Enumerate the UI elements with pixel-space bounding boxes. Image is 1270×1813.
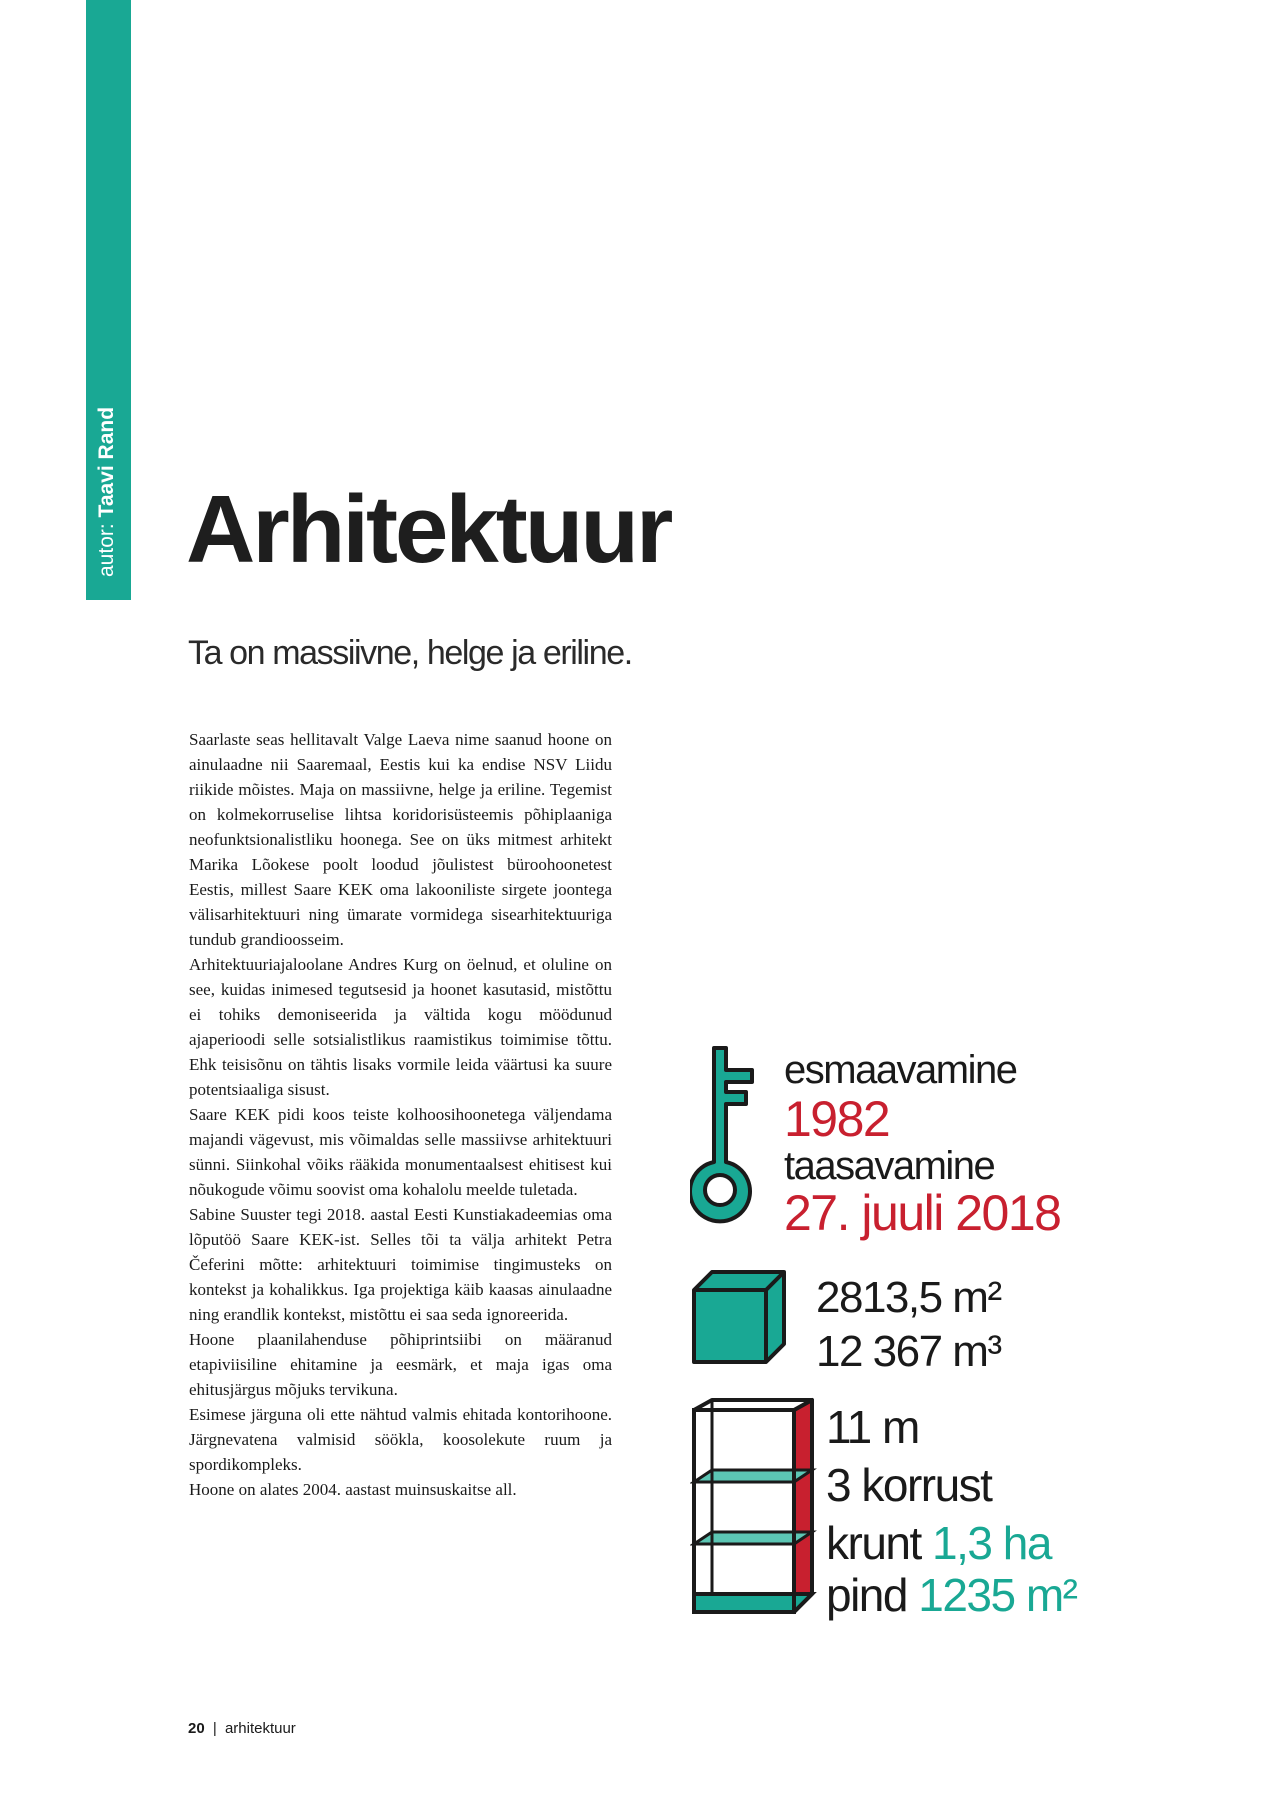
floor-count: 3 korrust [826, 1459, 992, 1511]
paragraph: Hoone on alates 2004. aastast muinsuskaitse all. [189, 1480, 517, 1499]
plot-value: 1,3 ha [932, 1517, 1051, 1569]
author-name: Taavi Rand [95, 406, 118, 518]
author-credit [96, 407, 117, 577]
paragraph: Saarlaste seas hellitavalt Valge Laeva nime saanud hoone on ainulaadne nii Saaremaal, Eestis kui ka endise NSV Liidu riikide mõistes. Maja on massiivne, helge ja eriline. Tegemist on kolmekorruselise lihtsa koridorisüsteemis põhiplaaniga neofunktsionalistliku hoonega. See on üks mitmest arhitekt Marika Lõokese poolt loodud jõulistest büroohoonetest Eestis, millest Saare KEK oma lakooniliste sirgete joontega välisarhitektuuri ning ümarate vormidega sisearhitektuuriga tundub grandioosseim. [189, 730, 612, 949]
building-floors-icon [690, 1396, 818, 1618]
footer-separator: | [212, 1720, 217, 1737]
article-body [189, 727, 612, 1502]
page-footer [188, 1720, 296, 1737]
plot-label: krunt [826, 1517, 921, 1569]
opening-label: esmaavamine [784, 1048, 1017, 1092]
paragraph: Sabine Suuster tegi 2018. aastal Eesti Kunstiakadeemias oma lõputöö Saare KEK-ist. Selles tõi ta välja arhitekt Petra Čeferini mõtte: arhitektuuri toimimise tingimusteks on kontekst ja kohalikkus. Iga projektiga käib kaasas ainulaadne ning erandlik kontekst, mistõttu ei saa seda ignoreerida. [189, 1205, 612, 1324]
key-icon [690, 1040, 780, 1240]
building-volume: 12 367 m³ [816, 1327, 1001, 1376]
reopening-label: taasavamine [784, 1144, 995, 1188]
footprint-label: pind [826, 1569, 907, 1621]
page-number: 20 [188, 1720, 205, 1737]
section-name: arhitektuur [224, 1720, 296, 1737]
footprint-size [826, 1569, 1077, 1621]
cube-icon [690, 1268, 790, 1368]
plot-size [826, 1517, 1051, 1569]
paragraph: Saare KEK pidi koos teiste kolhoosihoonetega väljendama majandi vägevust, mis võimaldas selle massiivse arhitektuuri sünni. Siinkohal võiks rääkida monumentaalsest ehitisest kui nõukogude võimu soovist oma kohalolu meelde tuletada. [189, 1105, 612, 1199]
page-subtitle: Ta on massiivne, helge ja eriline. [188, 634, 632, 672]
page-title: Arhitektuur [186, 476, 671, 583]
building-height: 11 m [826, 1401, 919, 1453]
author-label: autor: [95, 523, 118, 577]
reopening-date: 27. juuli 2018 [784, 1185, 1061, 1241]
paragraph: Arhitektuuriajaloolane Andres Kurg on öelnud, et oluline on see, kuidas inimesed tegutsesid ja hoonet kasutasid, mistõttu ei tohiks demoniseerida ja vältida kogu möödunud ajaperioodi selle sotsialistlikus raamistikus toimimise tõttu. Ehk teisisõnu on tähtis lisaks vormile leida väärtusi ka suure potentsiaaliga sisust. [189, 955, 612, 1099]
paragraph: Hoone plaanilahenduse põhiprintsiibi on määranud etapiviisiline ehitamine ja eesmärk, et maja igas oma ehitusjärgus mõjuks tervikuna. [189, 1330, 612, 1399]
floor-area: 2813,5 m² [816, 1273, 1001, 1322]
building-facts-infographic [690, 1040, 1110, 1630]
footprint-value: 1235 m² [918, 1569, 1077, 1621]
opening-year: 1982 [784, 1091, 890, 1147]
paragraph: Esimese järguna oli ette nähtud valmis ehitada kontorihoone. Järgnevatena valmisid söökla, koosolekute ruum ja spordikompleks. [189, 1405, 612, 1474]
